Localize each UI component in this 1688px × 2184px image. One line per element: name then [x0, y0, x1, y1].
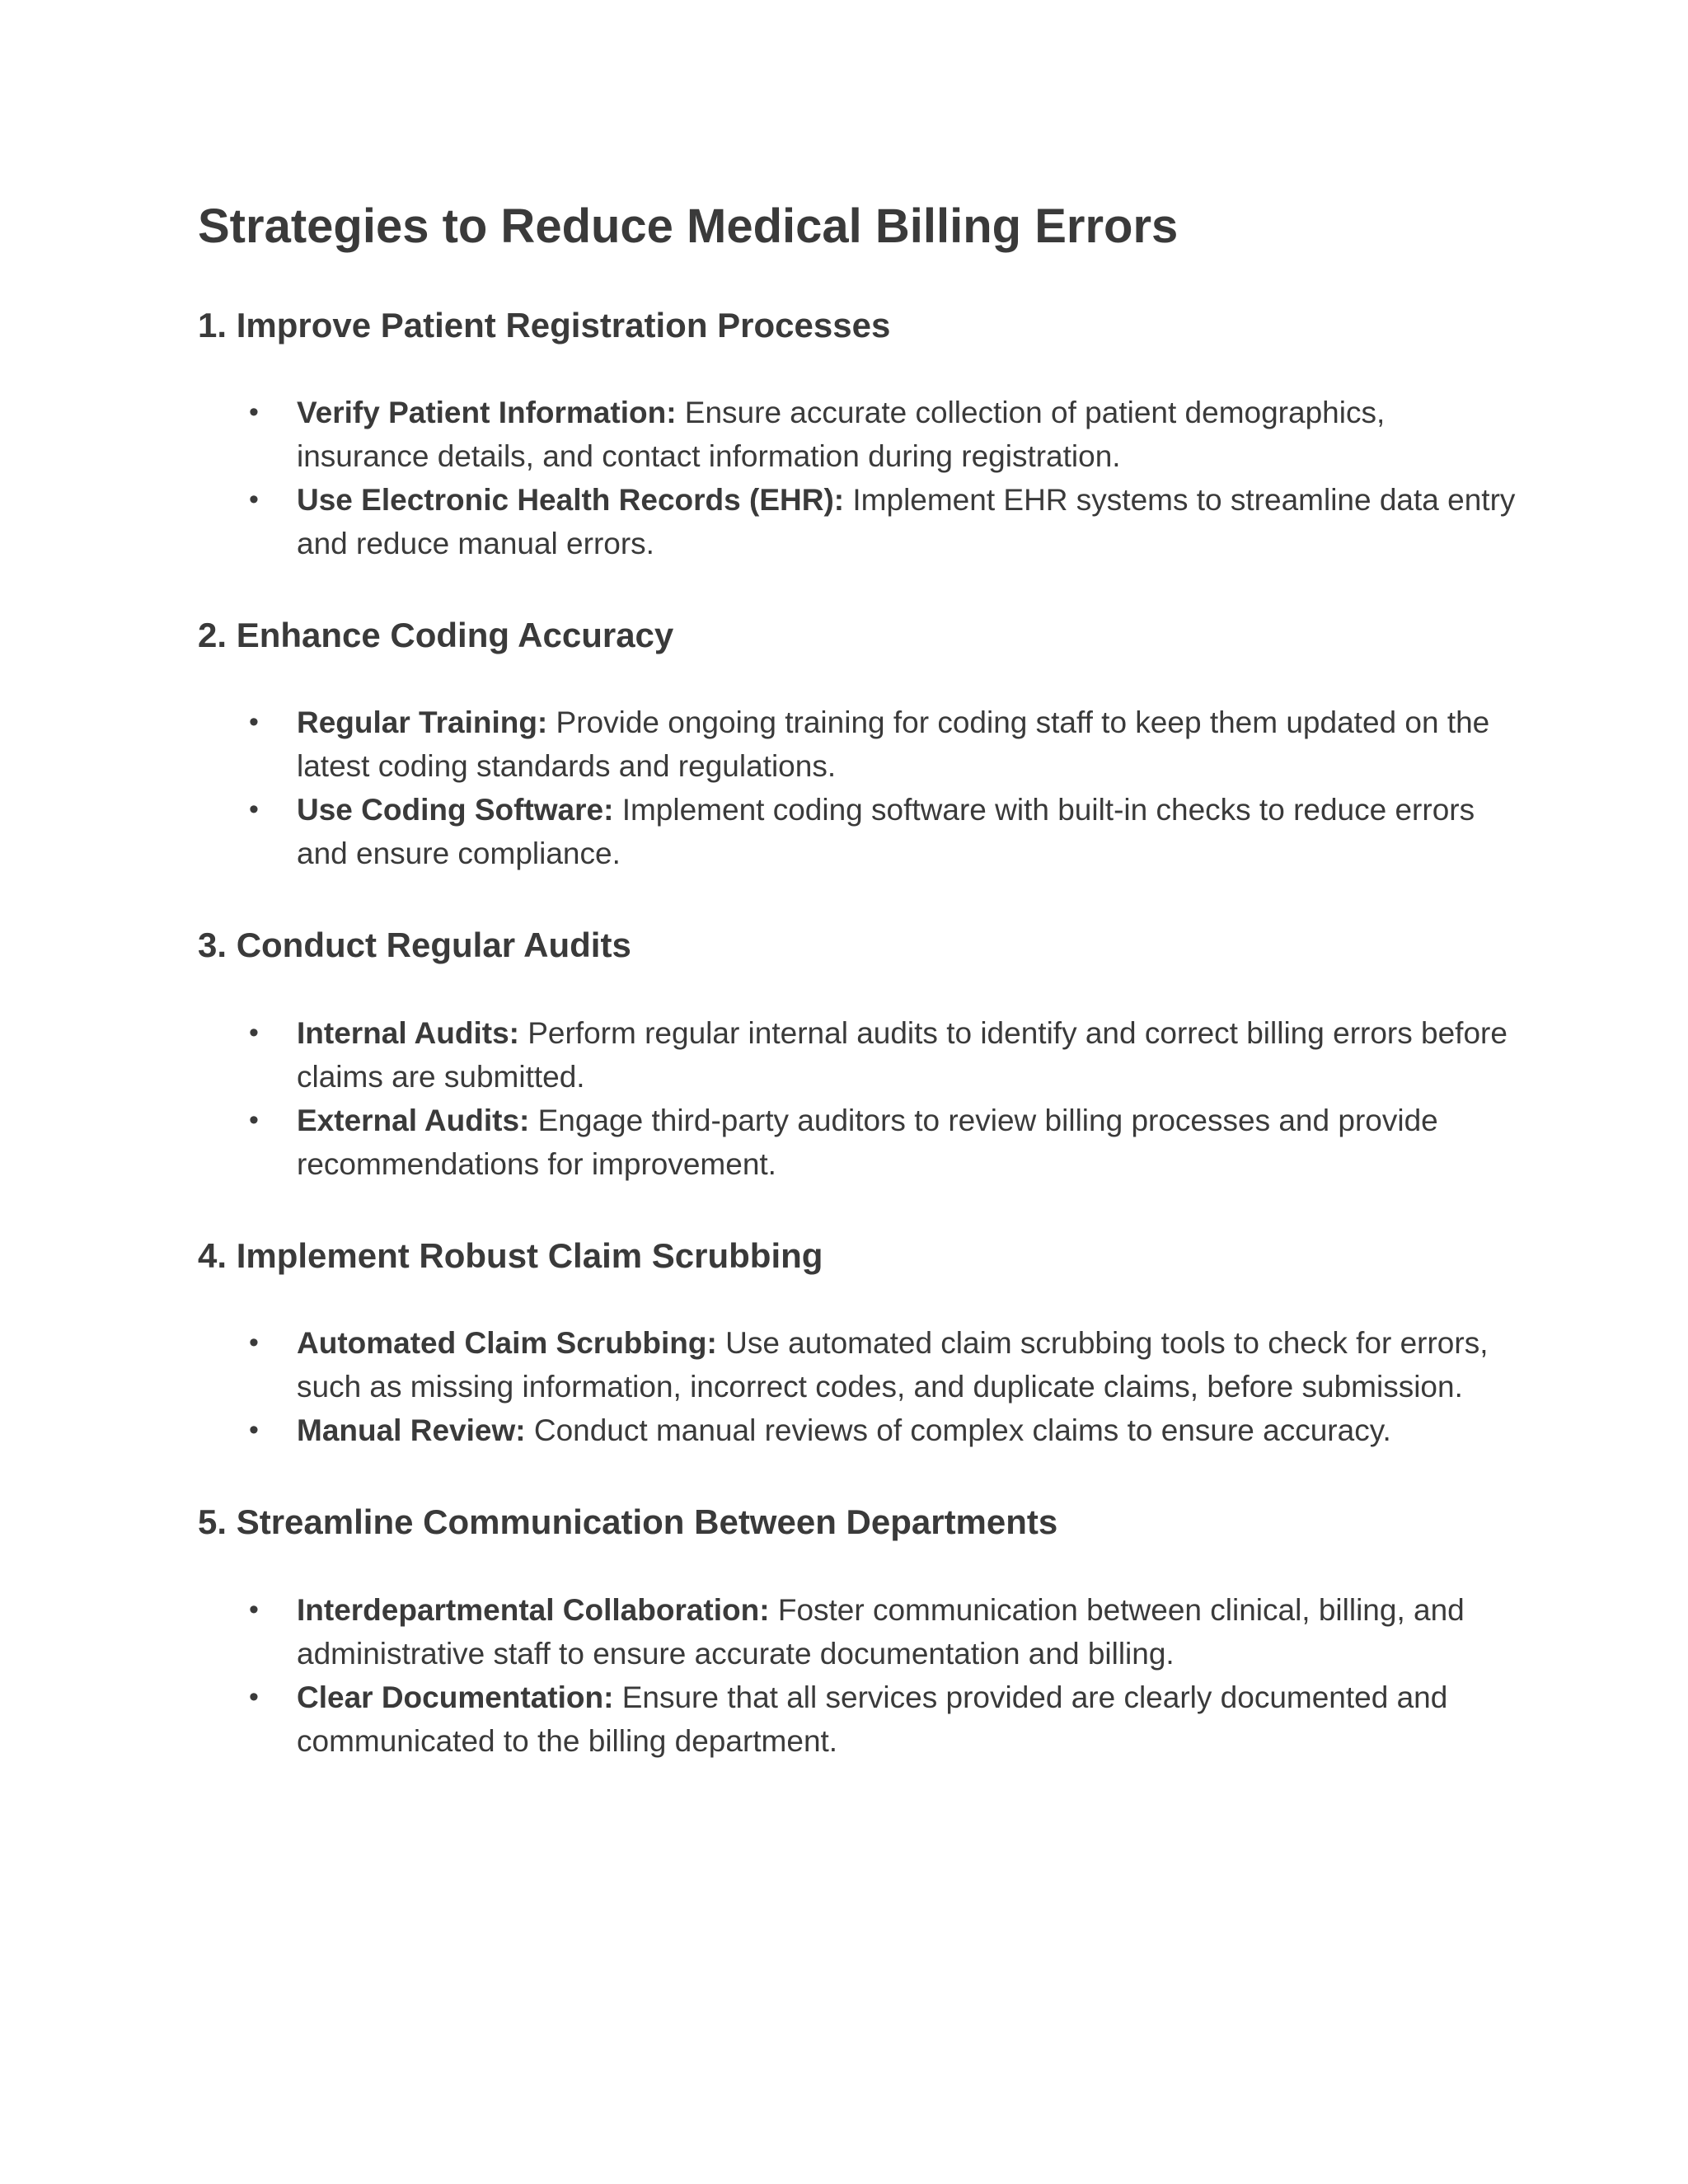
section-5 [198, 1502, 1517, 1762]
item-label: Internal Audits: [297, 1015, 519, 1050]
item-text: Use automated claim scrubbing tools to check for errors, such as missing information, incorrect codes, and duplicate claims, before submission. [297, 1326, 1489, 1404]
bullet-icon: • [249, 1414, 259, 1446]
item-text: Implement EHR systems to streamline data entry and reduce manual errors. [297, 482, 1516, 560]
item-label: Use Coding Software: [297, 793, 614, 827]
item-text: Ensure that all services provided are clearly documented and communicated to the billing department. [297, 1680, 1448, 1758]
list-item [249, 788, 1517, 875]
item-text: Engage third-party auditors to review billing processes and provide recommendations for improvement. [297, 1103, 1438, 1181]
bullet-icon: • [249, 706, 259, 738]
section-heading: 3. Conduct Regular Audits [198, 926, 631, 965]
bullet-list [198, 1321, 1517, 1452]
item-label: Use Electronic Health Records (EHR): [297, 482, 845, 517]
item-label: External Audits: [297, 1103, 530, 1137]
list-item [249, 1408, 1517, 1452]
item-text: Ensure accurate collection of patient demographics, insurance details, and contact information during registration. [297, 395, 1386, 473]
list-item [249, 1099, 1517, 1186]
section-heading: 4. Implement Robust Claim Scrubbing [198, 1235, 823, 1275]
section-4 [198, 1235, 1517, 1452]
list-item [249, 701, 1517, 788]
bullet-list [198, 1588, 1517, 1763]
item-label: Automated Claim Scrubbing: [297, 1326, 717, 1361]
bullet-list [198, 391, 1517, 565]
item-text: Conduct manual reviews of complex claims to ensure accuracy. [525, 1413, 1391, 1448]
item-label: Interdepartmental Collaboration: [297, 1592, 770, 1627]
bullet-icon: • [249, 1104, 259, 1136]
item-label: Verify Patient Information: [297, 395, 677, 429]
list-item [249, 391, 1517, 478]
item-label: Regular Training: [297, 705, 548, 740]
item-text: Foster communication between clinical, billing, and administrative staff to ensure accurate documentation and billing. [297, 1592, 1465, 1671]
list-item [249, 478, 1517, 565]
item-label: Clear Documentation: [297, 1680, 614, 1714]
section-1 [198, 305, 1517, 565]
bullet-icon: • [249, 483, 259, 515]
bullet-list [198, 1011, 1517, 1186]
section-heading: 2. Enhance Coding Accuracy [198, 615, 674, 654]
bullet-list [198, 701, 1517, 875]
list-item [249, 1321, 1517, 1408]
bullet-icon: • [249, 1327, 259, 1359]
section-heading: 5. Streamline Communication Between Departments [198, 1502, 1058, 1542]
document-page [198, 198, 1517, 1812]
section-heading: 1. Improve Patient Registration Processes [198, 305, 891, 344]
bullet-icon: • [249, 396, 259, 428]
item-text: Provide ongoing training for coding staff to keep them updated on the latest coding standards and regulations. [297, 705, 1490, 784]
section-3 [198, 925, 1517, 1185]
bullet-icon: • [249, 794, 259, 826]
bullet-icon: • [249, 1680, 259, 1713]
item-text: Implement coding software with built-in checks to reduce errors and ensure compliance. [297, 793, 1475, 871]
list-item [249, 1011, 1517, 1099]
section-2 [198, 615, 1517, 875]
item-text: Perform regular internal audits to identify and correct billing errors before claims are submitted. [297, 1015, 1507, 1094]
item-label: Manual Review: [297, 1413, 526, 1448]
list-item [249, 1588, 1517, 1675]
page-title: Strategies to Reduce Medical Billing Errors [198, 199, 1179, 253]
bullet-icon: • [249, 1016, 259, 1048]
bullet-icon: • [249, 1593, 259, 1625]
list-item [249, 1675, 1517, 1763]
